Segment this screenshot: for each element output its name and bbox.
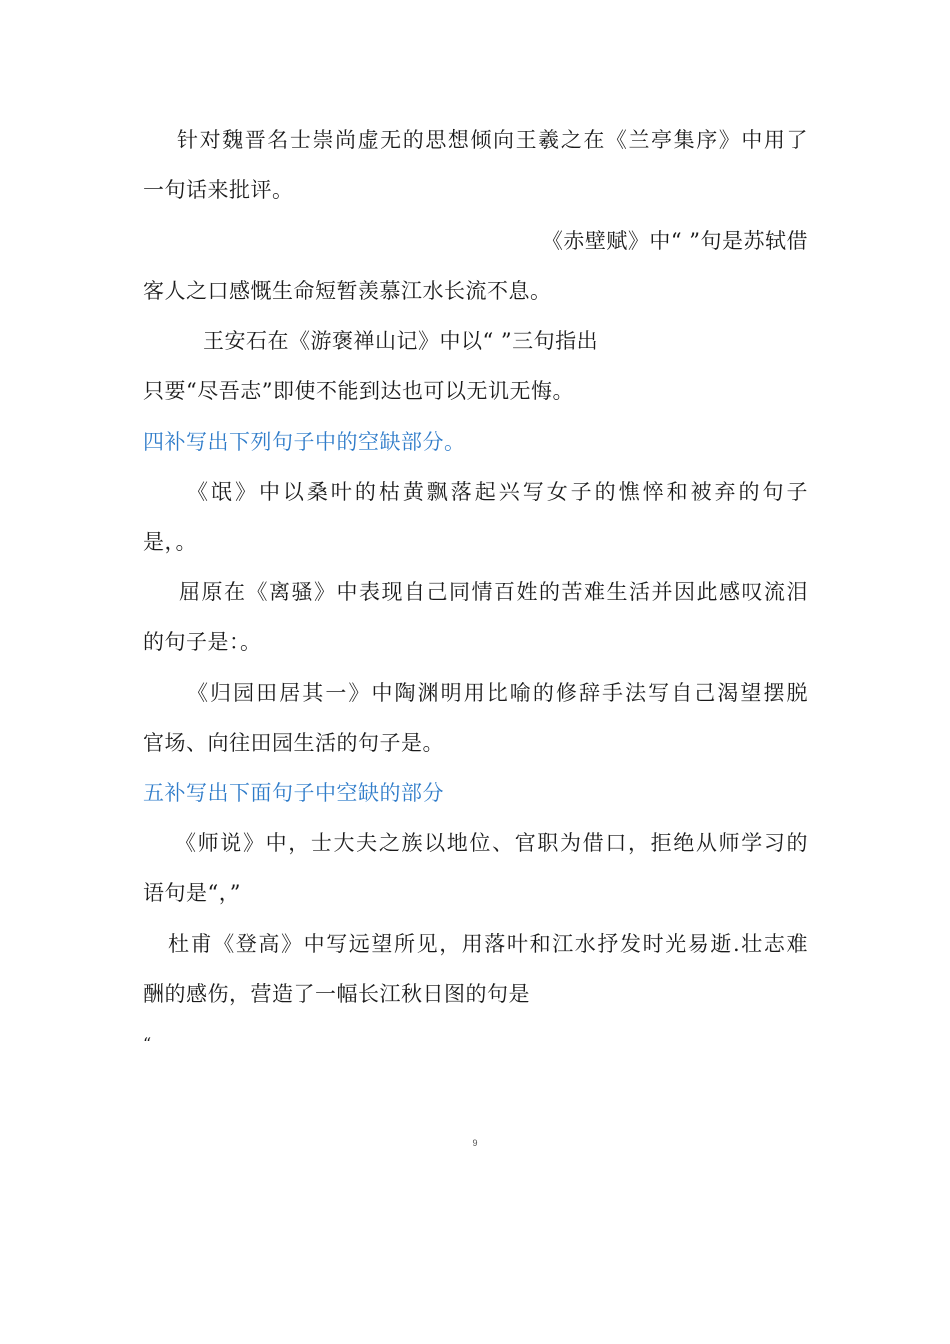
paragraph-line: 只要“尽吾志”即使不能到达也可以无讥无悔。	[143, 379, 574, 403]
paragraph-line: 针对魏晋名士崇尚虚无的思想倾向王羲之在《兰亭集序》中用了	[177, 128, 808, 152]
paragraph-line: 酬的感伤，营造了一幅长江秋日图的句是	[143, 982, 530, 1006]
paragraph-line: 是，。	[143, 530, 197, 554]
section-heading-5: 五补写出下面句子中空缺的部分	[143, 781, 444, 805]
page-number: 9	[472, 1138, 478, 1148]
paragraph-line: 官场、向往田园生活的句子是。	[143, 731, 444, 755]
paragraph-line: 屈原在《离骚》中表现自己同情百姓的苦难生活并因此感叹流泪	[179, 580, 808, 604]
paragraph-line: 杜甫《登高》中写远望所见，用落叶和江水抒发时光易逝.壮志难	[168, 932, 808, 956]
paragraph-line: “	[143, 1034, 152, 1053]
paragraph-line: 《归园田居其一》中陶渊明用比喻的修辞手法写自己渴望摆脱	[187, 681, 808, 705]
paragraph-line: 的句子是：。	[143, 630, 262, 654]
paragraph-line: 《赤壁赋》中“ ”句是苏轼借	[541, 229, 808, 253]
paragraph-line: 一句话来批评。	[143, 178, 294, 202]
paragraph-line: 王安石在《游褒禅山记》中以“ ”三句指出	[203, 329, 599, 353]
paragraph-line: 《氓》中以桑叶的枯黄飘落起兴写女子的憔悴和被弃的句子	[187, 480, 808, 504]
section-heading-4: 四补写出下列句子中的空缺部分。	[143, 430, 466, 454]
paragraph-line: 《师说》中，士大夫之族以地位、官职为借口，拒绝从师学习的	[175, 831, 808, 855]
paragraph-line: 语句是“，”	[143, 881, 241, 905]
paragraph-line: 客人之口感慨生命短暂羡慕江水长流不息。	[143, 279, 552, 303]
